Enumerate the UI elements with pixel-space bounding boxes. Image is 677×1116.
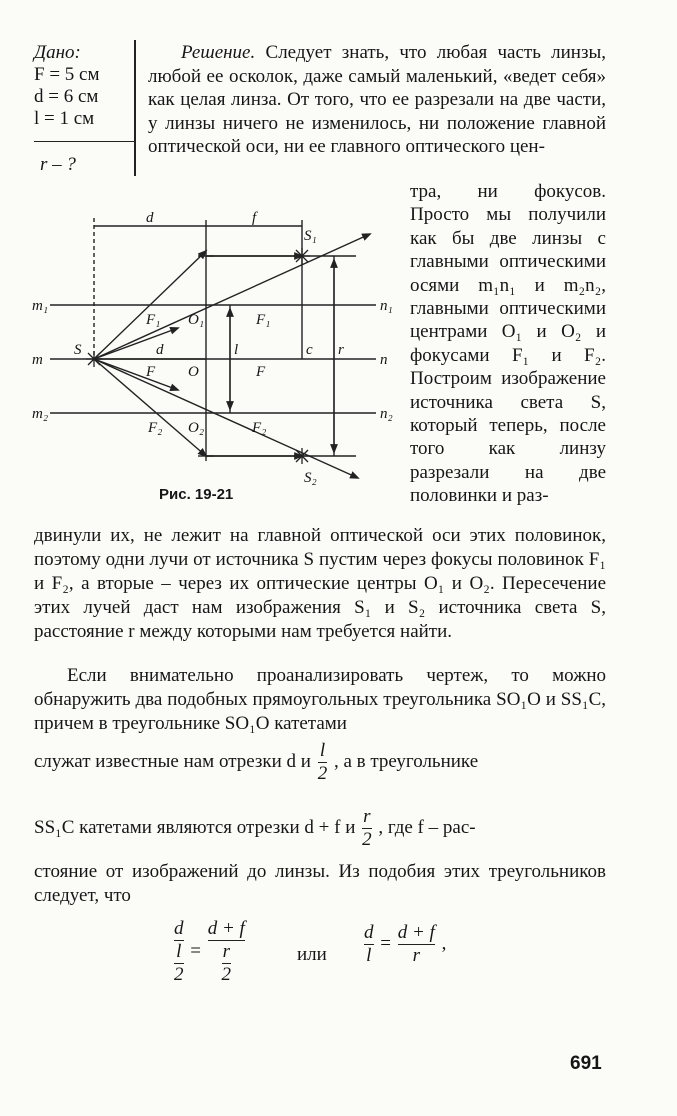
- paragraph-2: Если внимательно проанализировать чертеж, то можно обнаружить два подобных прямоугольных треугольника SO₁O и SS₁C, причем в треугольнике SO₁O катетами: [34, 665, 606, 734]
- formula-left-compound: [172, 918, 247, 986]
- fraction-l-over-2: [318, 740, 328, 785]
- label-S1: S₁: [304, 228, 317, 244]
- label-n2: n₂: [380, 406, 393, 422]
- label-r: r: [338, 342, 344, 358]
- line-with-l-half: [34, 740, 606, 785]
- source-S-star: [86, 351, 102, 367]
- label-d-top: d: [146, 210, 154, 226]
- formula-d2: d: [364, 922, 374, 943]
- fraction-l-den: 2: [317, 763, 328, 784]
- formula-l2-frac: [174, 940, 184, 986]
- given-line-l: l = 1 см: [34, 108, 95, 129]
- formula-dpf-over-r: [398, 922, 435, 967]
- solution-label: Решение.: [181, 42, 256, 63]
- solution-intro: [148, 41, 606, 159]
- label-F1-right: F₁: [256, 312, 271, 328]
- image-S1-star: [294, 248, 310, 264]
- formula-eq-1: =: [190, 940, 201, 962]
- label-O2: O₂: [188, 420, 205, 436]
- image-S2-star: [294, 448, 310, 464]
- formula-d-over-l2: [174, 918, 184, 986]
- line-with-r-half: [34, 806, 606, 851]
- solution-intro-text: Следует знать, что любая часть линзы, любой ее осколок, даже самый маленький, «ведет себя» как целая линза. От того, что ее разрезали на две части, у линзы ничего не изменилось, ни положение главной оптической оси, ни ее главного оптического цен-: [148, 42, 606, 157]
- formula-r2: r: [398, 944, 435, 967]
- formula-dpf-2: d + f: [397, 922, 435, 943]
- page-number: 691: [570, 1053, 602, 1074]
- label-F-right: F: [256, 364, 266, 380]
- given-divider: [34, 141, 134, 142]
- formula-dpf-over-r2: [208, 918, 245, 986]
- formula-r: r: [222, 941, 230, 962]
- label-d-mid: d: [156, 342, 164, 358]
- given-title: Дано:: [34, 42, 81, 63]
- fraction-r-over-2: [362, 806, 372, 851]
- label-m: m: [32, 352, 43, 368]
- continued-text: двинули их, не лежит на главной оптической оси этих половинок, поэтому одни лучи от источника S пустим через фокусы половинок F₁ и F₂, а вторые – через их оптические центры O₁ и O₂. Пересечение этих лучей даст нам изображения S₁ и S₂ источника света S, расстояние r между которыми нам требуется найти.: [34, 525, 606, 642]
- label-f-top: f: [252, 210, 257, 226]
- line-r2-after: , где f – рас-: [378, 816, 476, 838]
- given-block: [34, 42, 138, 176]
- label-F1-left: F₁: [146, 312, 161, 328]
- given-find: r – ?: [40, 154, 76, 175]
- label-S2: S₂: [304, 470, 317, 486]
- label-l: l: [234, 342, 239, 358]
- fraction-r-num: r: [363, 806, 371, 827]
- label-F-left: F: [146, 364, 156, 380]
- label-F2-right: F₂: [252, 420, 267, 436]
- formula-l2: l: [364, 944, 374, 967]
- line-r2-before: SS₁C катетами являются отрезки d + f и: [34, 816, 356, 838]
- formula-l: l: [176, 941, 182, 962]
- label-F2-left: F₂: [148, 420, 163, 436]
- given-line-F: F = 5 см: [34, 64, 100, 85]
- label-n1: n₁: [380, 298, 393, 314]
- side-text: тра, ни фокусов. Просто мы получили как бы две линзы с главными оптическими осями m₁n₁ и m₂n₂, главными оптическими центрами O₁ и O₂ и фокусами F₁ и F₂. Построим изображение источника света S, который теперь, после того как линзу разрезали на две половинки и раз-: [410, 181, 606, 507]
- given-line-d: d = 6 см: [34, 86, 99, 107]
- formula-2b: 2: [221, 964, 232, 985]
- formula-d: d: [174, 918, 184, 939]
- label-m2: m₂: [32, 406, 49, 422]
- formula-2a: 2: [174, 964, 184, 985]
- formula-right-simple: [362, 922, 446, 967]
- line-l2-after: , а в треугольнике: [333, 750, 479, 772]
- formula-comma: ,: [441, 932, 447, 954]
- label-n: n: [380, 352, 388, 368]
- label-S: S: [74, 342, 82, 358]
- label-c: c: [306, 342, 313, 358]
- ray-source-lower: [94, 359, 178, 390]
- line-l2-before: служат известные нам отрезки d и: [34, 750, 311, 772]
- formula-eq-2: =: [380, 932, 391, 954]
- label-m1: m₁: [32, 298, 49, 314]
- ray-through-O2: [94, 359, 358, 478]
- optics-figure: [28, 206, 400, 506]
- fraction-l-num: l: [319, 740, 326, 761]
- formula-dpf-1: d + f: [207, 918, 245, 939]
- ray-source-upper: [94, 328, 178, 359]
- fraction-r-den: 2: [362, 829, 372, 850]
- line-after-fractions: стояние от изображений до линзы. Из подобия этих треугольников следует, что: [34, 861, 606, 906]
- figure-caption: Рис. 19-21: [159, 486, 234, 503]
- formula-r2-frac: [208, 940, 245, 986]
- label-O: O: [188, 364, 199, 380]
- ray-through-O1: [94, 234, 370, 359]
- given-vertical-divider: [134, 40, 136, 176]
- formula-d-over-l: [364, 922, 374, 967]
- formula-or: или: [297, 944, 327, 965]
- label-O1: O₁: [188, 312, 205, 328]
